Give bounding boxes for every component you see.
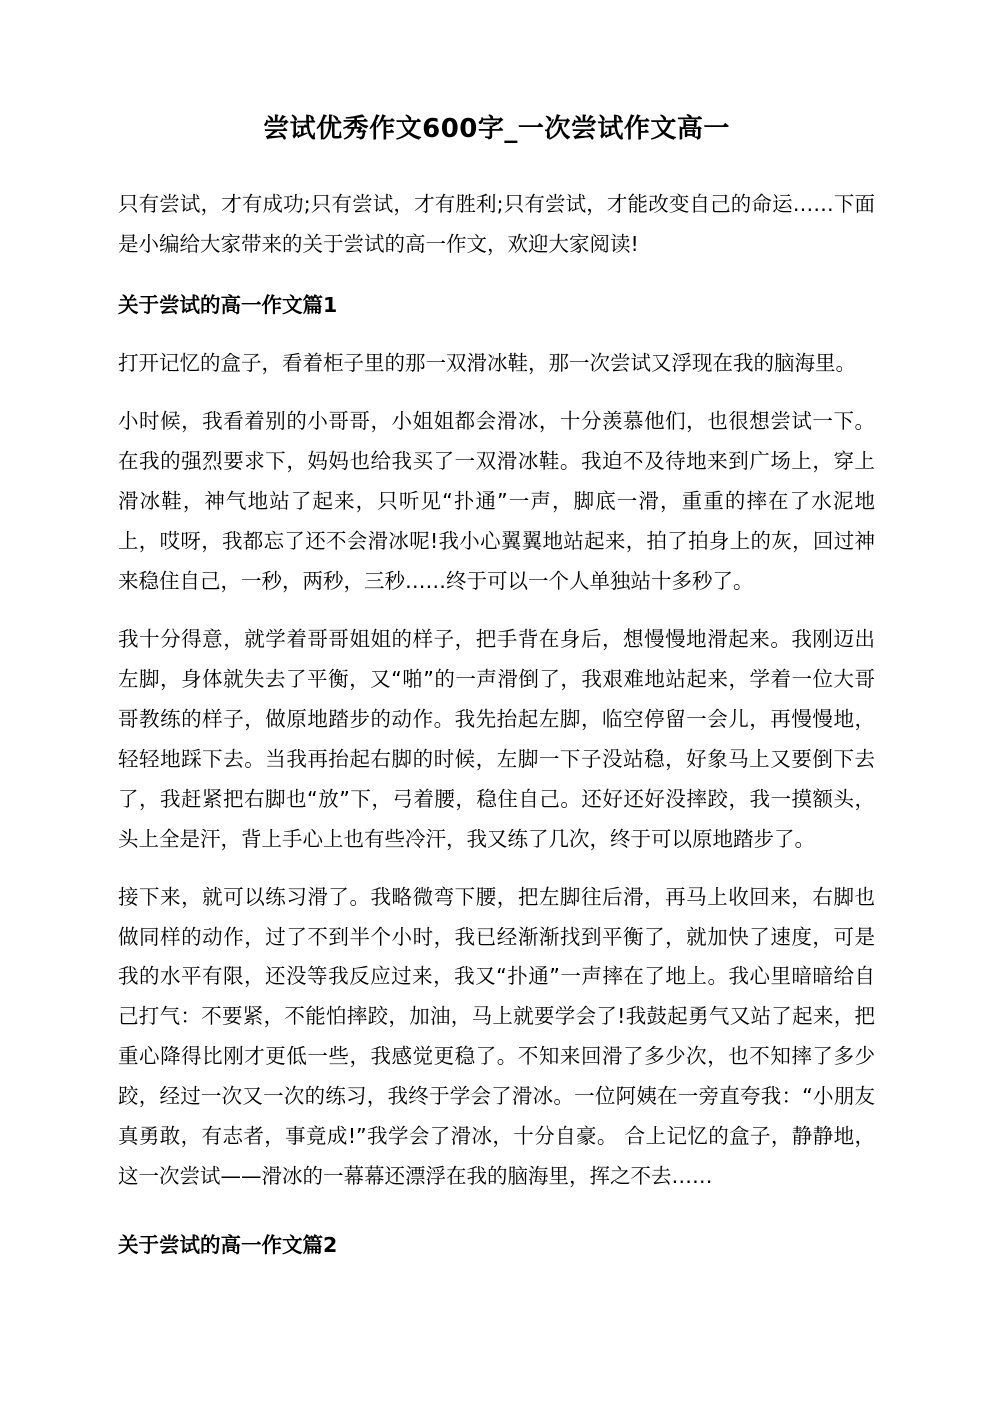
section-heading-2: 关于尝试的高一作文篇2	[118, 1233, 338, 1258]
lead-paragraph: 只有尝试，才有成功;只有尝试，才有胜利;只有尝试，才能改变自己的命运……下面是小编给大家带来的关于尝试的高一作文，欢迎大家阅读!	[118, 192, 875, 257]
section-1-paragraph-3: 我十分得意，就学着哥哥姐姐的样子，把手背在身后，想慢慢地滑起来。我刚迈出左脚，身体就失去了平衡，又“啪”的一声滑倒了，我艰难地站起来，学着一位大哥哥教练的样子，做原地踏步的动作。我先抬起左脚，临空停留一会儿，再慢慢地，轻轻地踩下去。当我再抬起右脚的时候，左脚一下子没站稳，好象马上又要倒下去了，我赶紧把右脚也“放”下，弓着腰，稳住自己。还好还好没摔跤，我一摸额头，头上全是汗，背上手心上也有些冷汗，我又练了几次，终于可以原地踏步了。	[118, 626, 875, 851]
page-title: 尝试优秀作文600字_一次尝试作文高一	[263, 114, 730, 144]
section-heading-1: 关于尝试的高一作文篇1	[118, 293, 338, 318]
section-1-paragraph-4: 接下来，就可以练习滑了。我略微弯下腰，把左脚往后滑，再马上收回来，右脚也做同样的动作，过了不到半个小时，我已经渐渐找到平衡了，就加快了速度，可是我的水平有限，还没等我反应过来，我又“扑通”一声摔在了地上。我心里暗暗给自己打气：不要紧，不能怕摔跤，加油，马上就要学会了!我鼓起勇气又站了起来，把重心降得比刚才更低一些，我感觉更稳了。不知来回滑了多少次，也不知摔了多少跤，经过一次又一次的练习，我终于学会了滑冰。一位阿姨在一旁直夸我：“小朋友真勇敢，有志者，事竟成!”我学会了滑冰，十分自豪。 合上记忆的盒子，静静地，这一次尝试——滑冰的一幕幕还漂浮在我的脑海里，挥之不去……	[118, 884, 875, 1189]
section-1-paragraph-2: 小时候，我看着别的小哥哥，小姐姐都会滑冰，十分羡慕他们，也很想尝试一下。在我的强烈要求下，妈妈也给我买了一双滑冰鞋。我迫不及待地来到广场上，穿上滑冰鞋，神气地站了起来，只听见“扑通”一声，脚底一滑，重重的摔在了水泥地上，哎呀，我都忘了还不会滑冰呢!我小心翼翼地站起来，拍了拍身上的灰，回过神来稳住自己，一秒，两秒，三秒……终于可以一个人单独站十多秒了。	[118, 408, 875, 593]
section-1-paragraph-1: 打开记忆的盒子，看着柜子里的那一双滑冰鞋，那一次尝试又浮现在我的脑海里。	[118, 350, 856, 375]
